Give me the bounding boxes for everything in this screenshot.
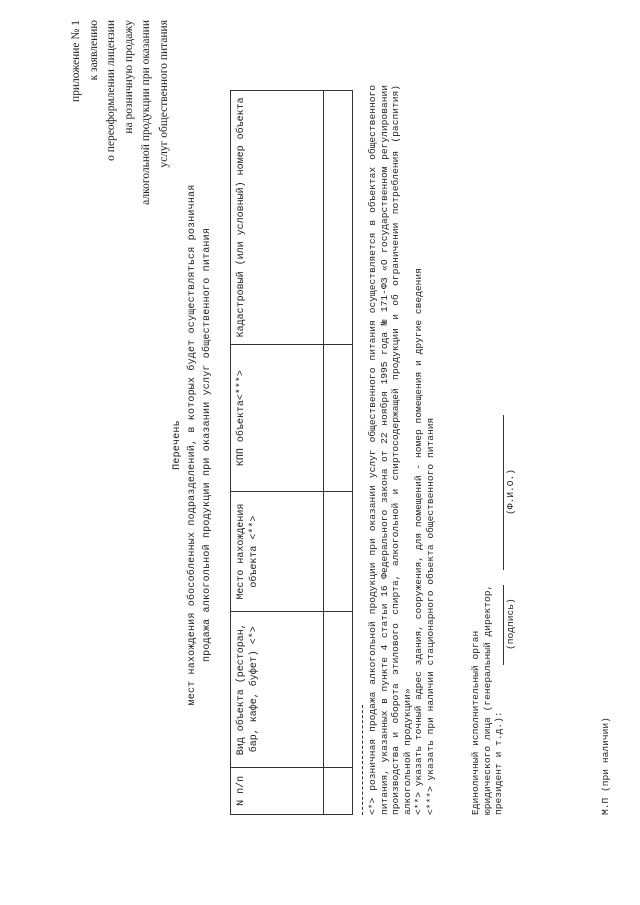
signatory-line-3: президент и т.д.): bbox=[493, 711, 504, 815]
title-line-1: мест нахождения обособленных подразделений, в которых будет осуществляться розничная bbox=[187, 184, 198, 706]
header-line: услуг общественного питания bbox=[157, 20, 170, 168]
column-header-location: Место нахождения объекта <**> bbox=[231, 492, 324, 611]
footnote-1: <*> розничная продажа алкогольной продукции при оказании услуг общественного питания осуществляется в объектах общественного питания, указанных в пункте 4 статьи 16 Федерального закона от 22 ноября 1995 года № 171-ФЗ «О государственном регулировании производства и оборота этилового спирта, алкогольной и спиртосодержащей продукции и об ограничении потребления (распития) алкогольной продукции» bbox=[367, 85, 413, 815]
stamp-note: М.П (при наличии) bbox=[600, 717, 611, 815]
table-row bbox=[324, 91, 353, 815]
document-title bbox=[170, 105, 215, 785]
column-header-object-type: Вид объекта (ресторан, бар, кафе, буфет) <*> bbox=[231, 611, 324, 767]
signature-caption: (подпись) bbox=[505, 598, 516, 650]
signature-block bbox=[470, 255, 517, 815]
footnotes bbox=[367, 85, 436, 815]
table-cell[interactable] bbox=[324, 91, 353, 345]
footnote-3: <***> указать при наличии стационарного объекта общественного питания bbox=[424, 417, 436, 815]
table-cell[interactable] bbox=[324, 611, 353, 767]
header-line: приложение № 1 bbox=[70, 20, 82, 103]
column-header-number: N п/п bbox=[231, 767, 324, 814]
title-heading: Перечень bbox=[172, 420, 183, 470]
header-line: о переоформлении лицензии bbox=[105, 20, 117, 161]
header-line: на розничную продажу bbox=[122, 20, 135, 134]
name-caption: (Ф.И.О.) bbox=[505, 468, 516, 515]
signature-line[interactable] bbox=[503, 585, 504, 665]
title-line-2: продажа алкогольной продукции при оказании услуг общественного питания bbox=[202, 227, 213, 663]
header-line: алкогольной продукции при оказании bbox=[140, 20, 152, 205]
signature-row bbox=[493, 255, 517, 815]
table-cell[interactable] bbox=[324, 492, 353, 611]
name-line[interactable] bbox=[503, 415, 504, 570]
column-header-cadastral-number: Кадастровый (или условный) номер объекта bbox=[231, 91, 324, 345]
table-header-row bbox=[231, 91, 324, 815]
objects-table bbox=[230, 90, 353, 815]
signatory-line-1: Единоличный исполнительный орган bbox=[470, 630, 481, 815]
signatory-line-2: юридического лица (генеральный директор, bbox=[481, 584, 493, 815]
footnote-divider bbox=[362, 705, 363, 815]
attachment-header bbox=[68, 20, 173, 320]
table-cell[interactable] bbox=[324, 767, 353, 814]
table-cell[interactable] bbox=[324, 344, 353, 492]
header-line: к заявлению bbox=[87, 20, 100, 81]
footnote-2: <**> указать точный адрес здания, сооружения, для помещений - номер помещения и другие сведения bbox=[413, 268, 424, 815]
column-header-kpp: КПП объекта<***> bbox=[231, 344, 324, 492]
